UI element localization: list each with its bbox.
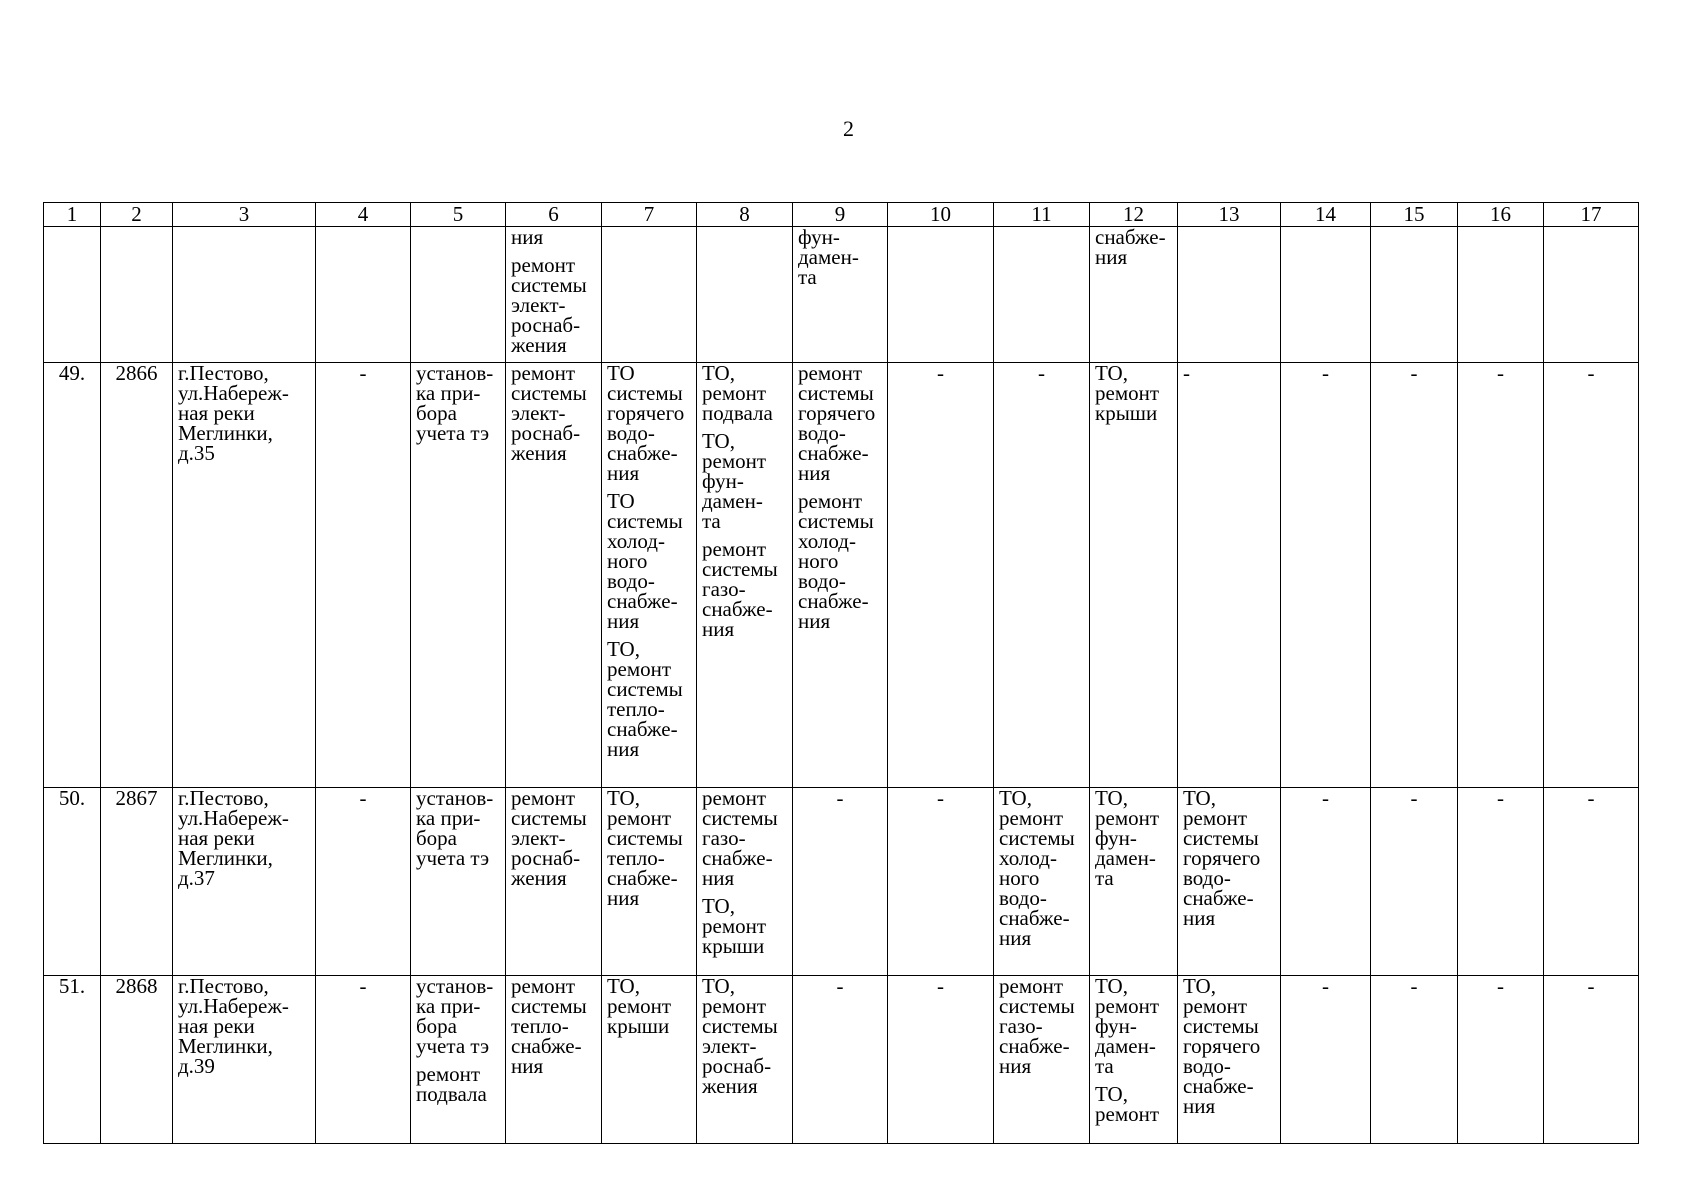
table-cell — [602, 227, 697, 363]
table-cell: - — [1458, 976, 1544, 1144]
column-header: 3 — [173, 203, 316, 227]
table-cell: - — [888, 363, 994, 788]
cell-text: ТО, ремонт системы горячего водо- снабже- ния — [1183, 975, 1261, 1118]
table-cell — [1178, 227, 1281, 363]
cell-text: снабже- ния — [1095, 226, 1166, 269]
table-cell — [602, 363, 697, 788]
works-table — [43, 202, 1639, 1144]
cell-text: ТО, ремонт фун- дамен- та — [1095, 975, 1160, 1078]
cell-text: ТО, ремонт подвала — [702, 362, 773, 425]
table-cell — [1090, 976, 1178, 1144]
building-code: 2868 — [101, 976, 173, 1144]
table-cell — [411, 227, 506, 363]
table-cell — [602, 788, 697, 976]
table-cell: - — [1458, 363, 1544, 788]
page-number: 2 — [843, 116, 854, 141]
table-cell: - — [1178, 363, 1281, 788]
table-row — [44, 788, 1639, 976]
table-cell — [411, 363, 506, 788]
table-cell — [994, 976, 1090, 1144]
table-cell — [1544, 227, 1639, 363]
table-cell — [994, 788, 1090, 976]
table-cell — [44, 227, 101, 363]
address-cell — [173, 363, 316, 788]
table-cell: - — [888, 788, 994, 976]
table-cell — [1090, 363, 1178, 788]
cell-text: ремонт системы элект- роснаб- жения — [511, 362, 587, 465]
row-number: 49. — [44, 363, 101, 788]
cell-text: ТО, ремонт системы тепло- снабже- ния — [607, 787, 683, 910]
cell-text: ремонт системы элект- роснаб- жения — [511, 253, 587, 357]
table-cell: - — [1458, 788, 1544, 976]
table-cell — [506, 227, 602, 363]
cell-text: ТО, ремонт системы холод- ного водо- снабже- ния — [999, 787, 1075, 950]
table-cell — [1178, 976, 1281, 1144]
address: г.Пестово, ул.Набереж- ная реки Меглинки, д.37 — [178, 787, 289, 890]
table-cell: - — [793, 788, 888, 976]
cell-text: ремонт системы газо- снабже- ния — [702, 537, 778, 641]
cell-text: ТО, ремонт крыши — [1095, 362, 1160, 425]
table-cell — [697, 788, 793, 976]
cell-text: ремонт системы горячего водо- снабже- ния — [798, 362, 876, 485]
table-cell — [602, 976, 697, 1144]
table-cell — [793, 363, 888, 788]
cell-text: ТО, ремонт — [1095, 1082, 1160, 1126]
column-header: 4 — [316, 203, 411, 227]
column-header: 17 — [1544, 203, 1639, 227]
table-cell — [506, 788, 602, 976]
cell-text: ТО системы холод- ного водо- снабже- ния — [607, 489, 683, 633]
table-cell: - — [1281, 976, 1371, 1144]
column-header: 5 — [411, 203, 506, 227]
cell-text: ремонт системы тепло- снабже- ния — [511, 975, 587, 1078]
column-header: 6 — [506, 203, 602, 227]
cell-text: ТО, ремонт крыши — [607, 975, 672, 1038]
address-cell — [173, 788, 316, 976]
row-number: 51. — [44, 976, 101, 1144]
table-cell: - — [1544, 363, 1639, 788]
table-cell — [411, 788, 506, 976]
table-cell — [173, 227, 316, 363]
table-cell — [994, 227, 1090, 363]
table-cell: - — [1371, 976, 1458, 1144]
cell-text: установ- ка при- бора учета тэ — [416, 362, 494, 445]
table-cell: - — [316, 976, 411, 1144]
cell-text: ния — [511, 226, 544, 249]
row-number: 50. — [44, 788, 101, 976]
header-row — [44, 203, 1639, 227]
cell-text: ТО, ремонт крыши — [702, 894, 767, 958]
table-cell — [1090, 227, 1178, 363]
table-cell — [1458, 227, 1544, 363]
table-cell — [697, 227, 793, 363]
cell-text: установ- ка при- бора учета тэ — [416, 787, 494, 870]
column-header: 2 — [101, 203, 173, 227]
table-cell — [1281, 227, 1371, 363]
address: г.Пестово, ул.Набереж- ная реки Меглинки, д.39 — [178, 975, 289, 1078]
column-header: 1 — [44, 203, 101, 227]
table-cell: - — [1281, 788, 1371, 976]
column-header: 10 — [888, 203, 994, 227]
column-header: 15 — [1371, 203, 1458, 227]
table-cell: - — [1544, 788, 1639, 976]
table-row — [44, 976, 1639, 1144]
column-header: 13 — [1178, 203, 1281, 227]
table-cell: - — [1544, 976, 1639, 1144]
table-row — [44, 363, 1639, 788]
table-cell — [506, 363, 602, 788]
table-cell: - — [1371, 788, 1458, 976]
cell-text: ТО, ремонт системы элект- роснаб- жения — [702, 975, 778, 1098]
table-cell — [793, 227, 888, 363]
column-header: 12 — [1090, 203, 1178, 227]
table-cell — [697, 363, 793, 788]
table-cell — [1090, 788, 1178, 976]
table-cell — [1178, 788, 1281, 976]
cell-text: ремонт системы элект- роснаб- жения — [511, 787, 587, 890]
cell-text: ТО, ремонт фун- дамен- та — [702, 429, 767, 533]
building-code: 2867 — [101, 788, 173, 976]
column-header: 14 — [1281, 203, 1371, 227]
table-cell — [697, 976, 793, 1144]
table-cell: - — [316, 363, 411, 788]
column-header: 8 — [697, 203, 793, 227]
column-header: 16 — [1458, 203, 1544, 227]
table-cell — [101, 227, 173, 363]
cell-text: ремонт подвала — [416, 1062, 487, 1106]
cell-text: ТО, ремонт фун- дамен- та — [1095, 787, 1160, 890]
column-header: 7 — [602, 203, 697, 227]
address: г.Пестово, ул.Набереж- ная реки Меглинки, д.35 — [178, 362, 289, 465]
cell-text: ТО, ремонт системы тепло- снабже- ния — [607, 637, 683, 761]
table-cell — [888, 227, 994, 363]
cell-text: установ- ка при- бора учета тэ — [416, 975, 494, 1058]
cell-text: ремонт системы газо- снабже- ния — [702, 787, 778, 890]
table-cell: - — [888, 976, 994, 1144]
cell-text: фун- дамен- та — [798, 226, 859, 289]
table-cell: - — [316, 788, 411, 976]
table-cell: - — [994, 363, 1090, 788]
cell-text: ТО системы горячего водо- снабже- ния — [607, 362, 685, 485]
table-cell: - — [1281, 363, 1371, 788]
column-header: 9 — [793, 203, 888, 227]
column-header: 11 — [994, 203, 1090, 227]
cell-text: ремонт системы газо- снабже- ния — [999, 975, 1075, 1078]
table-cell — [316, 227, 411, 363]
table-cell — [506, 976, 602, 1144]
address-cell — [173, 976, 316, 1144]
cell-text: ремонт системы холод- ного водо- снабже- ния — [798, 489, 874, 633]
table-cell — [1371, 227, 1458, 363]
continuation-row — [44, 227, 1639, 363]
building-code: 2866 — [101, 363, 173, 788]
table-cell: - — [793, 976, 888, 1144]
table-cell — [411, 976, 506, 1144]
table-cell: - — [1371, 363, 1458, 788]
cell-text: ТО, ремонт системы горячего водо- снабже- ния — [1183, 787, 1261, 930]
